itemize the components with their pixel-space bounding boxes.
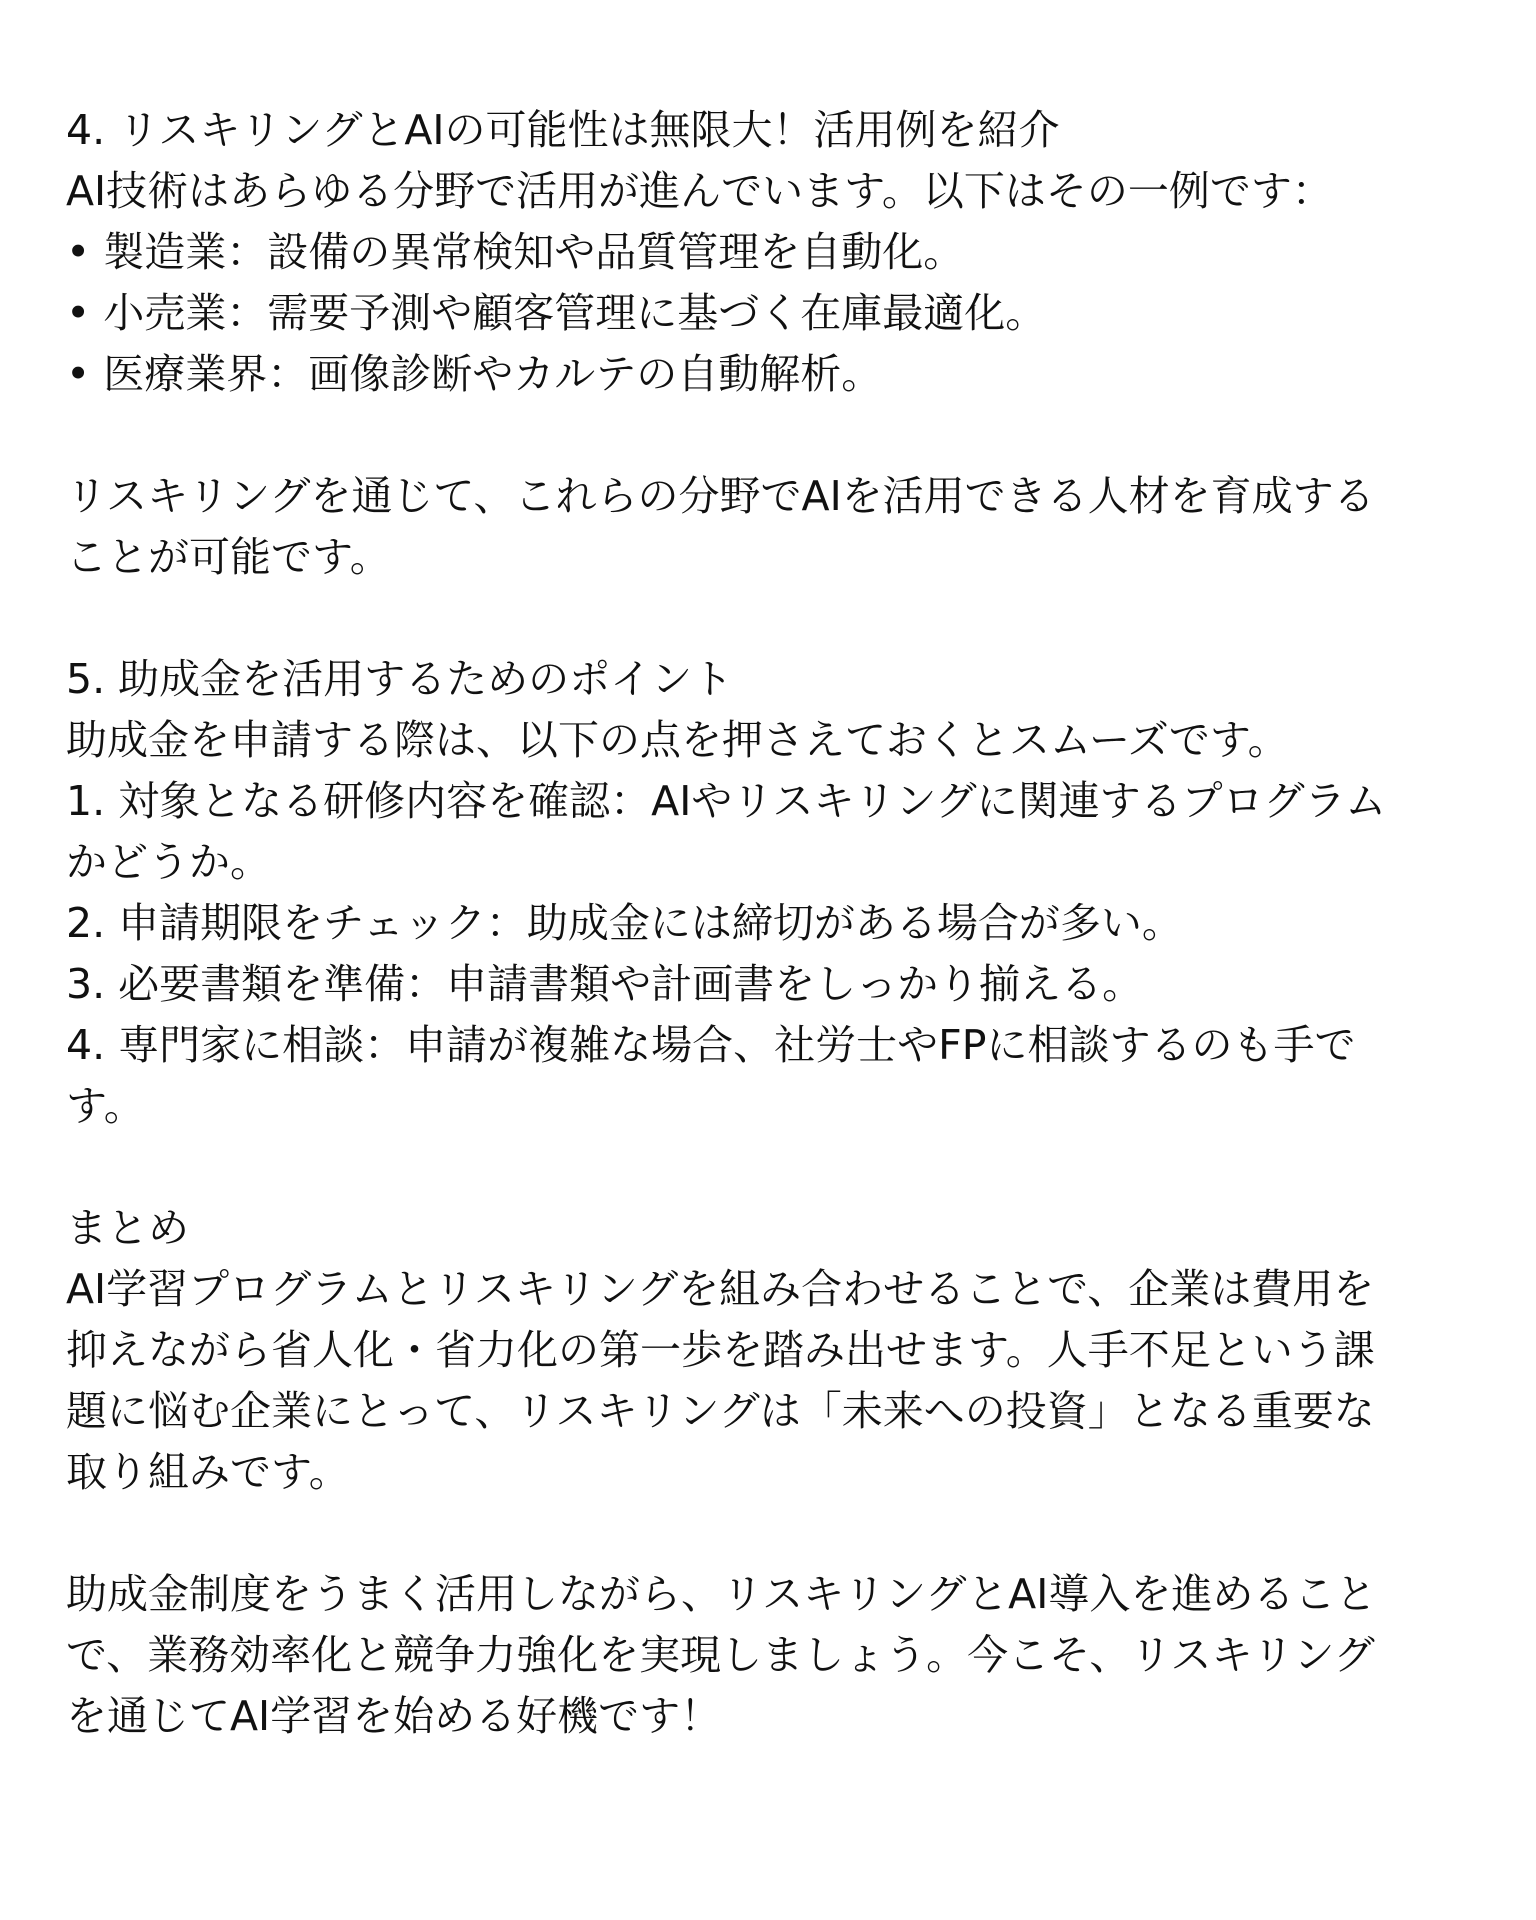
summary-para1-line: 取り組みです。 — [66, 1448, 350, 1496]
section5-intro: 助成金を申請する際は、以下の点を押さえておくとスムーズです。 — [66, 716, 1289, 764]
point-item-4-cont: す。 — [66, 1082, 145, 1130]
paragraph-gap — [66, 1503, 1486, 1564]
paragraph-gap — [66, 405, 1486, 466]
point-item-3: 3. 必要書類を準備：申請書類や計画書をしっかり揃える。 — [66, 960, 1144, 1008]
summary-para1-line: 題に悩む企業にとって、リスキリングは「未来への投資」となる重要な — [66, 1387, 1375, 1435]
summary-para1-line: 抑えながら省人化・省力化の第一歩を踏み出せます。人手不足という課 — [66, 1326, 1375, 1374]
point-item-4: 4. 専門家に相談：申請が複雑な場合、社労士やFPに相談するのも手で — [66, 1021, 1356, 1069]
summary-para1-line: AI学習プログラムとリスキリングを組み合わせることで、企業は費用を — [66, 1265, 1375, 1313]
section5-heading: 5. 助成金を活用するためのポイント — [66, 655, 734, 703]
section4-intro: AI技術はあらゆる分野で活用が進んでいます。以下はその一例です： — [66, 167, 1333, 215]
summary-para2-line: 助成金制度をうまく活用しながら、リスキリングとAI導入を進めること — [66, 1570, 1377, 1618]
point-item-2: 2. 申請期限をチェック：助成金には締切がある場合が多い。 — [66, 899, 1183, 947]
summary-para2-line: を通じてAI学習を始める好機です！ — [66, 1692, 722, 1740]
point-item-1-cont: かどうか。 — [66, 838, 271, 886]
bullet-manufacturing: • 製造業：設備の異常検知や品質管理を自動化。 — [66, 228, 965, 276]
point-item-1: 1. 対象となる研修内容を確認：AIやリスキリングに関連するプログラム — [66, 777, 1387, 825]
section4-closing: リスキリングを通じて、これらの分野でAIを活用できる人材を育成する — [66, 472, 1375, 520]
bullet-retail: • 小売業：需要予測や顧客管理に基づく在庫最適化。 — [66, 289, 1047, 337]
bullet-medical: • 医療業界：画像診断やカルテの自動解析。 — [66, 350, 883, 398]
paragraph-gap — [66, 588, 1486, 649]
article-body — [66, 100, 1486, 1747]
paragraph-gap — [66, 1137, 1486, 1198]
summary-heading: まとめ — [66, 1204, 189, 1252]
section4-heading: 4. リスキリングとAIの可能性は無限大！活用例を紹介 — [66, 106, 1060, 154]
summary-para2-line: で、業務効率化と競争力強化を実現しましょう。今こそ、リスキリング — [66, 1631, 1375, 1679]
section4-closing-cont: ことが可能です。 — [66, 533, 391, 581]
